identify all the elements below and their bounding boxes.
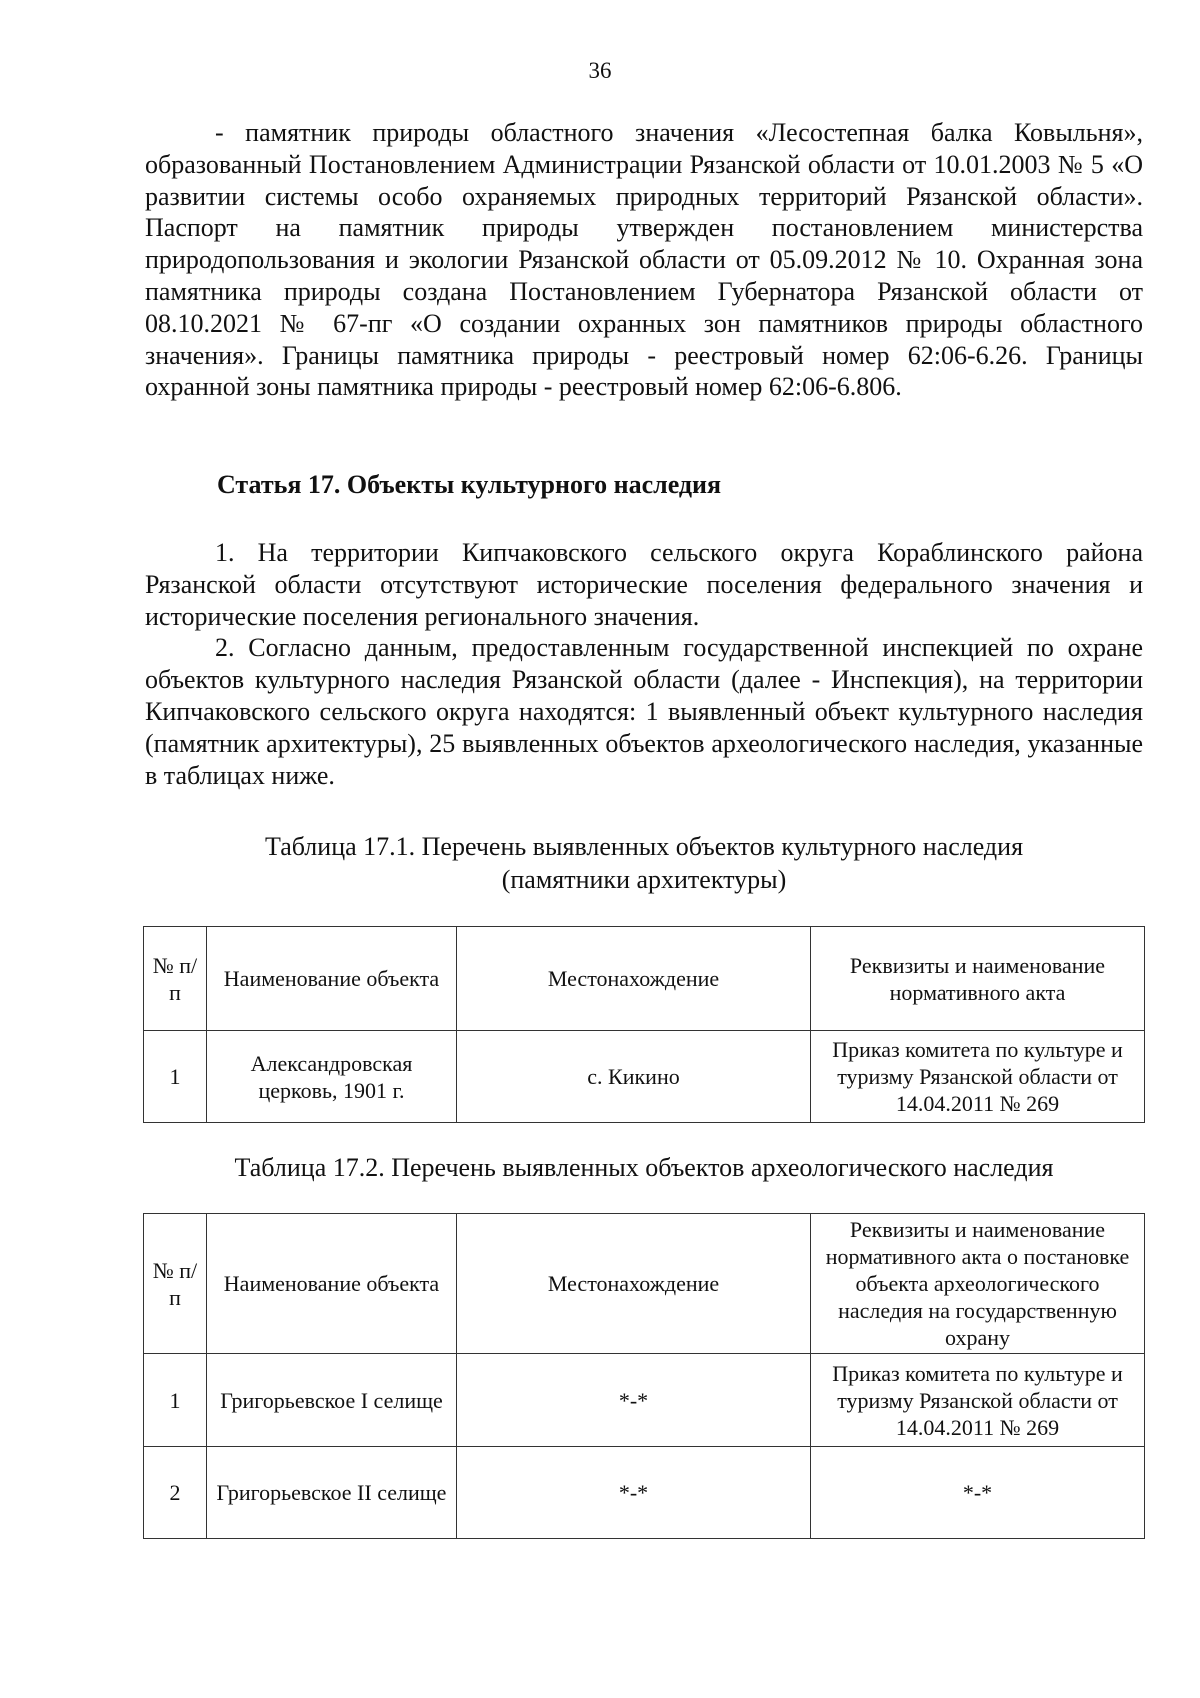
header-num: № п/п (144, 927, 207, 1031)
paragraph-nature-monument-text: - памятник природы областного значения «Лесостепная балка Ковыльня», образованный Постановлением Администрации Рязанской области от 10.01.2003 № 5 «О развитии системы особо охраняемых природных территорий Рязанской области». Паспорт на памятник природы утвержден постановлением министерства природопользования и экологии Рязанской области от 05.09.2012 № 10. Охранная зона памятника природы создана Постановлением Губернатора Рязанской области от 08.10.2021 № 67-пг «О создании охранных зон памятников природы областного значения». Границы памятника природы - реестровый номер 62:06-6.26. Границы охранной зоны памятника природы - реестровый номер 62:06-6.806. (145, 118, 1143, 402)
table-archaeological-heritage (143, 1213, 1145, 1539)
header-requisites: Реквизиты и наименование нормативного акта (811, 927, 1145, 1031)
cell-location: с. Кикино (457, 1031, 811, 1123)
paragraph-2: 2. Согласно данным, предоставленным государственной инспекцией по охране объектов культурного наследия Рязанской области (далее - Инспекция), на территории Кипчаковского сельского округа находятся: 1 выявленный объект культурного наследия (памятник архитектуры), 25 выявленных объектов археологического наследия, указанные в таблицах ниже. (145, 633, 1143, 790)
page-number: 36 (588, 58, 612, 83)
header-name: Наименование объекта (207, 927, 457, 1031)
table-1-caption-line-2: (памятники архитектуры) (501, 865, 787, 894)
cell-requisites: Приказ комитета по культуре и туризму Рязанской области от 14.04.2011 № 269 (811, 1354, 1145, 1447)
header-location: Местонахождение (457, 1214, 811, 1354)
table-row (144, 1031, 1145, 1123)
paragraph-1: 1. На территории Кипчаковского сельского округа Кораблинского района Рязанской области отсутствуют исторические поселения федерального значения и исторические поселения регионального значения. (145, 538, 1143, 631)
header-name: Наименование объекта (207, 1214, 457, 1354)
table-architecture-monuments (143, 926, 1145, 1123)
cell-requisites: *-* (811, 1447, 1145, 1539)
cell-name: Григорьевское II селище (207, 1447, 457, 1539)
cell-name: Александровская церковь, 1901 г. (207, 1031, 457, 1123)
article-17-body (145, 537, 1143, 791)
table-1-caption-line-1: Таблица 17.1. Перечень выявленных объектов культурного наследия (264, 832, 1024, 861)
table-row (144, 1354, 1145, 1447)
table-header-row (144, 927, 1145, 1031)
header-location: Местонахождение (457, 927, 811, 1031)
cell-num: 1 (144, 1354, 207, 1447)
cell-requisites: Приказ комитета по культуре и туризму Рязанской области от 14.04.2011 № 269 (811, 1031, 1145, 1123)
cell-location: *-* (457, 1447, 811, 1539)
table-2-caption: Таблица 17.2. Перечень выявленных объектов археологического наследия (234, 1153, 1054, 1182)
article-17-heading: Статья 17. Объекты культурного наследия (217, 470, 722, 499)
header-num: № п/п (144, 1214, 207, 1354)
cell-num: 1 (144, 1031, 207, 1123)
table-row (144, 1447, 1145, 1539)
table-1-caption (145, 830, 1143, 896)
cell-num: 2 (144, 1447, 207, 1539)
cell-location: *-* (457, 1354, 811, 1447)
header-requisites: Реквизиты и наименование нормативного акта о постановке объекта археологического наследия на государственную охрану (811, 1214, 1145, 1354)
paragraph-nature-monument (145, 117, 1143, 403)
table-header-row (144, 1214, 1145, 1354)
cell-name: Григорьевское I селище (207, 1354, 457, 1447)
